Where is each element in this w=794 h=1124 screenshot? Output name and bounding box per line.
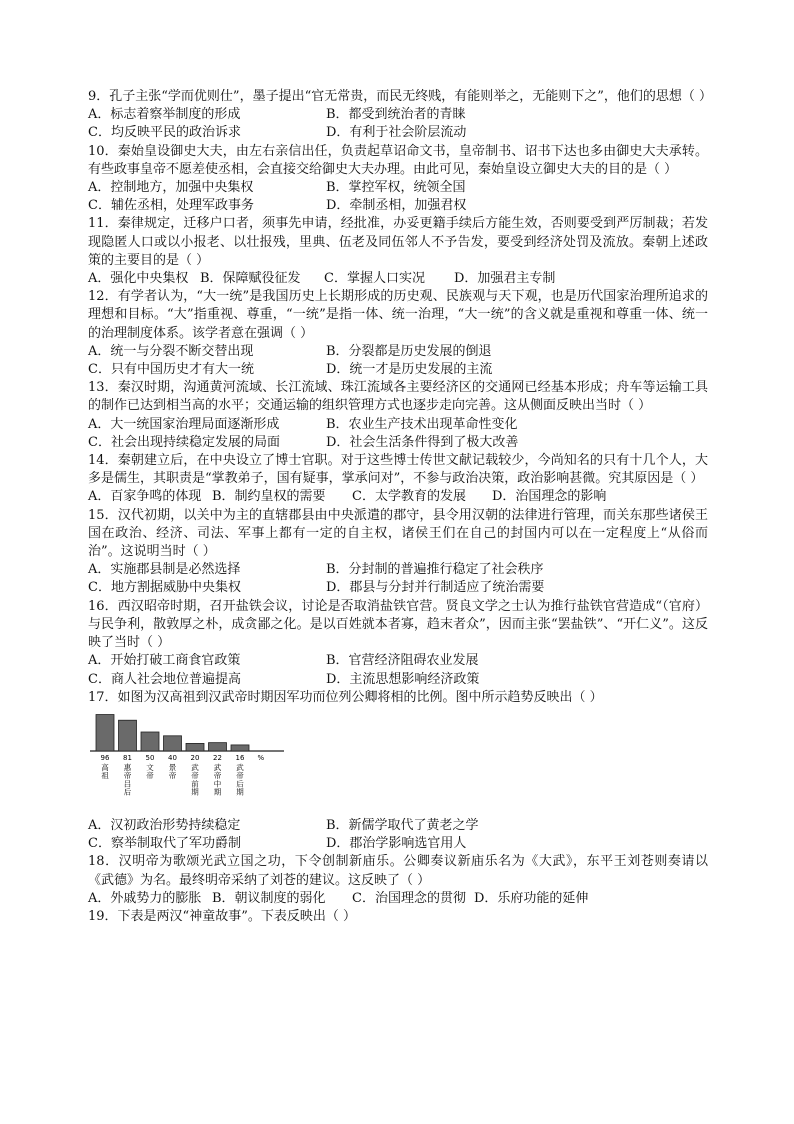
question-17 [88, 689, 708, 854]
value-label: 40 [168, 753, 177, 762]
option-b: B．农业生产技术出现革命性变化 [326, 416, 518, 432]
option-b: B．都受到统治者的青睐 [326, 107, 466, 123]
question-stem: 15．汉代初期，以关中为主的直辖郡县由中央派遣的郡守，县令用汉朝的法律进行管理，而关东那些诸侯王国在政治、经济、司法、军事上都有一定的自主权，诸侯王们在自己的封国内可以在一定程度上“从俗而治”。这说明当时（ ） [88, 507, 708, 560]
option-b: B．新儒学取代了黄老之学 [326, 817, 479, 833]
question-18 [88, 853, 708, 908]
bar-5 [186, 743, 204, 751]
option-d: D．主流思想影响经济政策 [326, 671, 480, 687]
category-label: 高祖 [101, 762, 109, 781]
option-b: B．官营经济阻碍农业发展 [326, 653, 479, 669]
question-9 [88, 88, 712, 143]
value-label: 96 [100, 753, 110, 762]
option-c: C．均反映平民的政治诉求 [88, 125, 241, 141]
option-b: B．掌控军权，统领全国 [326, 180, 466, 196]
question-stem: 12．有学者认为，“大一统”是我国历史上长期形成的历史观、民族观与天下观，也是历代国家治理所追求的理想和目标。“大”指重视、尊重，“一统”是指一体、统一治理，“大一统”的含义就是重视和尊重一体、统一的治理制度体系。该学者意在强调（ ） [88, 289, 708, 341]
exam-page [88, 88, 712, 926]
category-label: 武帝中期 [213, 762, 222, 797]
value-label: 50 [145, 753, 155, 762]
question-15 [88, 507, 708, 598]
value-label: 20 [190, 753, 200, 762]
option-d: D．郡治学影响选官用人 [326, 836, 467, 852]
value-label: 81 [123, 753, 132, 762]
option-c: C．地方割据威胁中央集权 [88, 580, 241, 596]
option-a: A．百家争鸣的体现 [88, 489, 202, 505]
bar-6 [209, 743, 227, 751]
question-stem: 9．孔子主张“学而优则仕”，墨子提出“官无常贵，而民无终贱，有能则举之，无能则下之”，他们的思想（ ） [88, 89, 712, 104]
option-d: D．治国理念的影响 [492, 489, 607, 505]
option-c: C．辅佐丞相，处理军政事务 [88, 198, 254, 214]
option-a: A．统一与分裂不断交替出现 [88, 343, 254, 359]
bar-4 [164, 736, 182, 751]
category-label: 惠帝吕后 [123, 762, 132, 797]
option-a: A．控制地方，加强中央集权 [88, 180, 254, 196]
option-c: C．商人社会地位普遍提高 [88, 671, 241, 687]
category-label: 武帝后期 [236, 762, 244, 797]
option-d: D．有利于社会阶层流动 [326, 125, 467, 141]
question-11 [88, 215, 708, 288]
question-10 [88, 143, 708, 216]
option-c: C．太学教育的发展 [352, 489, 466, 505]
option-a: A．标志着察举制度的形成 [88, 107, 241, 123]
question-14 [88, 452, 708, 507]
option-c: C．治国理念的贯彻 [352, 890, 466, 906]
question-stem: 14．秦朝建立后，在中央设立了博士官职。对于这些博士传世文献记载较少，今尚知名的只有十几个人，大多是儒生，其职责是“掌教弟子，国有疑事，掌承问对”，不参与政治决策，政治影响甚微。究其原因是（ ） [88, 453, 708, 487]
bar-2 [119, 720, 137, 751]
option-b: B．制约皇权的需要 [212, 489, 326, 505]
option-d: D．统一才是历史发展的主流 [326, 362, 493, 378]
question-stem: 13．秦汉时期，沟通黄河流域、长江流域、珠江流域各主要经济区的交通网已经基本形成；舟车等运输工具的制作已达到相当高的水平；交通运输的组织管理方式也逐步走向完善。这从侧面反映出当时（ ） [88, 380, 708, 414]
question-16 [88, 598, 708, 689]
question-12 [88, 288, 708, 379]
question-stem: 16．西汉昭帝时期，召开盐铁会议，讨论是否取消盐铁官营。贤良文学之士认为推行盐铁官营造成“（官府）与民争利，散敦厚之朴，成贪鄙之化。是以百姓就本者寡，趋末者众”，因而主张“罢盐铁”、“开仁义”。这反映了当时（ ） [88, 598, 708, 651]
option-d: D．乐府功能的延伸 [474, 890, 589, 906]
military-merit-chart [88, 711, 288, 811]
question-stem: 11．秦律规定，迁移户口者，须事先申请，经批准，办妥更籍手续后方能生效，否则要受到严厉制裁；若发现隐匿人口或以小报老、以壮报残，里典、伍老及同伍邻人不予告发，要受到经济处罚及流放。秦朝上述政策的主要目的是（ ） [88, 216, 708, 268]
unit-label: % [257, 753, 265, 762]
option-b: B．分裂都是历史发展的倒退 [326, 343, 492, 359]
option-b: B．分封制的普遍推行稳定了社会秩序 [326, 562, 544, 578]
question-stem: 18．汉明帝为歌颂光武立国之功，下令创制新庙乐。公卿奏议新庙乐名为《大武》，东平王刘苍则奏请以《武德》为名。最终明帝采纳了刘苍的建议。这反映了（ ） [88, 854, 708, 888]
option-d: D．社会生活条件得到了极大改善 [326, 434, 519, 450]
option-a: A．汉初政治形势持续稳定 [88, 817, 241, 833]
bar-7 [231, 745, 249, 751]
option-b: B．保障赋役征发 [200, 271, 301, 287]
question-stem: 10．秦始皇设御史大夫，由左右亲信出任，负责起草诏命文书，皇帝制书、诏书下达也多由御史大夫承转。有些政事皇帝不愿差使丞相，会直接交给御史大夫办理。由此可见，秦始皇设立御史大夫的目的是（ ） [88, 143, 708, 177]
option-c: C．只有中国历史才有大一统 [88, 362, 254, 378]
question-stem: 17．如图为汉高祖到汉武帝时期因军功而位列公卿将相的比例。图中所示趋势反映出（ ） [88, 689, 603, 705]
bar-3 [141, 732, 159, 751]
option-a: A．外戚势力的膨胀 [88, 890, 202, 906]
option-c: C．掌握人口实况 [324, 271, 425, 287]
question-19 [88, 908, 708, 926]
option-a: A．强化中央集权 [88, 271, 189, 287]
option-d: D．加强君主专制 [454, 271, 556, 287]
option-a: A．开始打破工商食官政策 [88, 653, 241, 669]
value-label: 16 [235, 753, 245, 762]
bar-1 [96, 714, 114, 750]
question-13 [88, 379, 708, 452]
category-label: 文帝 [146, 762, 154, 781]
category-label: 景帝 [168, 762, 177, 781]
option-b: B．朝议制度的弱化 [212, 890, 326, 906]
option-c: C．察举制取代了军功爵制 [88, 836, 241, 852]
category-label: 武帝前期 [191, 762, 199, 797]
option-d: D．郡县与分封并行制适应了统治需要 [326, 580, 545, 596]
value-label: 22 [213, 753, 222, 762]
option-d: D．牵制丞相，加强君权 [326, 198, 467, 214]
bar-chart-svg [88, 711, 288, 811]
option-a: A．大一统国家治理局面逐渐形成 [88, 416, 280, 432]
question-stem: 19．下表是两汉“神童故事”。下表反映出（ ） [88, 908, 356, 924]
option-a: A．实施郡县制是必然选择 [88, 562, 241, 578]
option-c: C．社会出现持续稳定发展的局面 [88, 434, 280, 450]
